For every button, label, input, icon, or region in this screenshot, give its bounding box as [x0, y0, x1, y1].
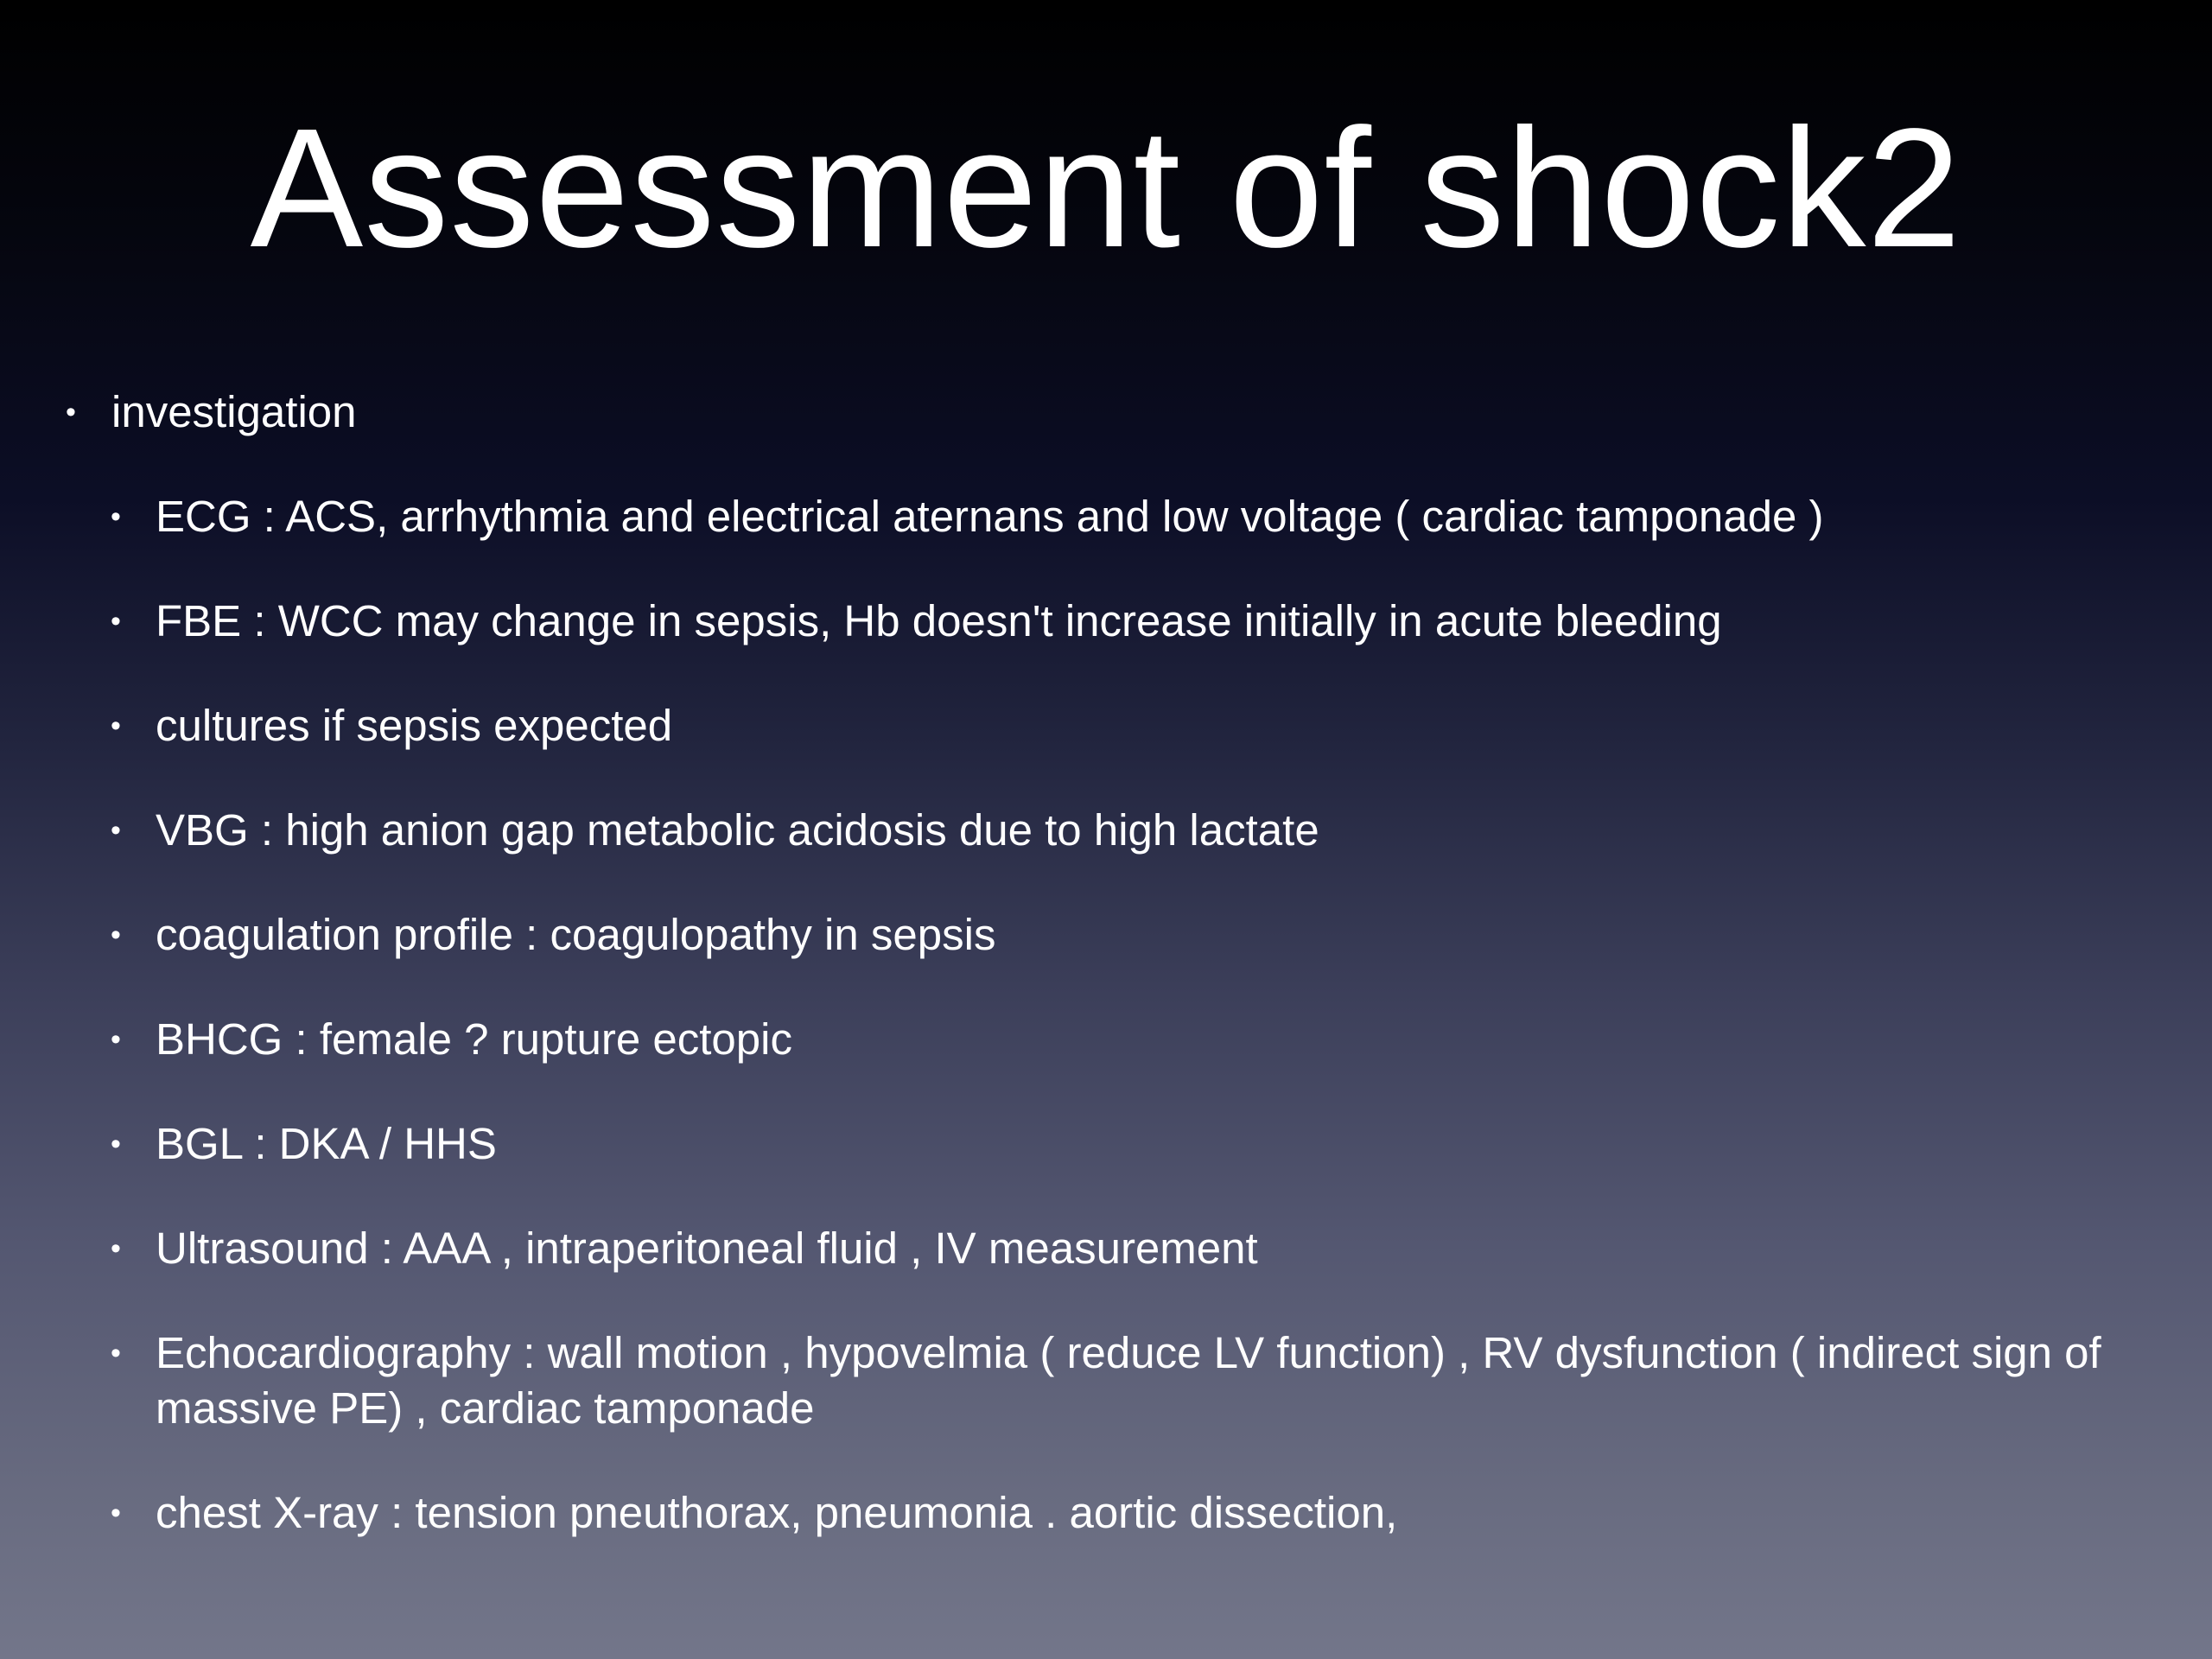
- sub-bullet-item: [0, 489, 2212, 544]
- sub-bullet-text: Ultrasound : AAA , intraperitoneal fluid , IV measurement: [156, 1224, 1258, 1273]
- bullet-dot: •: [111, 500, 121, 533]
- bullet-dot: •: [111, 709, 121, 742]
- sub-bullet-text: coagulation profile : coagulopathy in sepsis: [156, 910, 996, 959]
- bullet-dot: •: [111, 1497, 121, 1529]
- bullet-dot: •: [111, 814, 121, 847]
- bullet-dot: •: [111, 918, 121, 951]
- sub-bullet-item: [0, 594, 2212, 649]
- sub-bullet-text: VBG : high anion gap metabolic acidosis due to high lactate: [156, 805, 1319, 855]
- sub-bullet-item: [0, 698, 2212, 753]
- bullet-dot: •: [111, 1337, 121, 1370]
- sub-bullet-list: [0, 489, 2212, 1541]
- sub-bullet-item: [0, 907, 2212, 963]
- bullet-list: [0, 385, 2212, 1590]
- bullet-dot: •: [111, 1023, 121, 1056]
- sub-bullet-item: [0, 1012, 2212, 1067]
- sub-bullet-text: BGL : DKA / HHS: [156, 1119, 497, 1168]
- sub-bullet-item: [0, 1485, 2212, 1541]
- sub-bullet-item: [0, 803, 2212, 858]
- bullet-text: investigation: [111, 387, 357, 436]
- sub-bullet-item: [0, 1325, 2212, 1436]
- bullet-dot: •: [111, 605, 121, 638]
- sub-bullet-text: cultures if sepsis expected: [156, 701, 673, 750]
- bullet-dot: •: [111, 1128, 121, 1160]
- sub-bullet-text: chest X-ray : tension pneuthorax, pneumonia . aortic dissection,: [156, 1488, 1398, 1537]
- sub-bullet-item: [0, 1116, 2212, 1172]
- bullet-item-investigation: [0, 385, 2212, 440]
- sub-bullet-text: BHCG : female ? rupture ectopic: [156, 1014, 792, 1064]
- slide-title: Assessment of shock2: [250, 93, 1962, 283]
- sub-bullet-text: ECG : ACS, arrhythmia and electrical aternans and low voltage ( cardiac tamponade ): [156, 492, 1824, 541]
- bullet-dot: •: [111, 1232, 121, 1265]
- sub-bullet-text: Echocardiography : wall motion , hypovelmia ( reduce LV function) , RV dysfunction ( indirect sign of massive PE) , cardiac tamponade: [156, 1328, 2101, 1433]
- sub-bullet-text: FBE : WCC may change in sepsis, Hb doesn't increase initially in acute bleeding: [156, 596, 1722, 645]
- sub-bullet-item: [0, 1221, 2212, 1276]
- bullet-dot: •: [66, 396, 76, 429]
